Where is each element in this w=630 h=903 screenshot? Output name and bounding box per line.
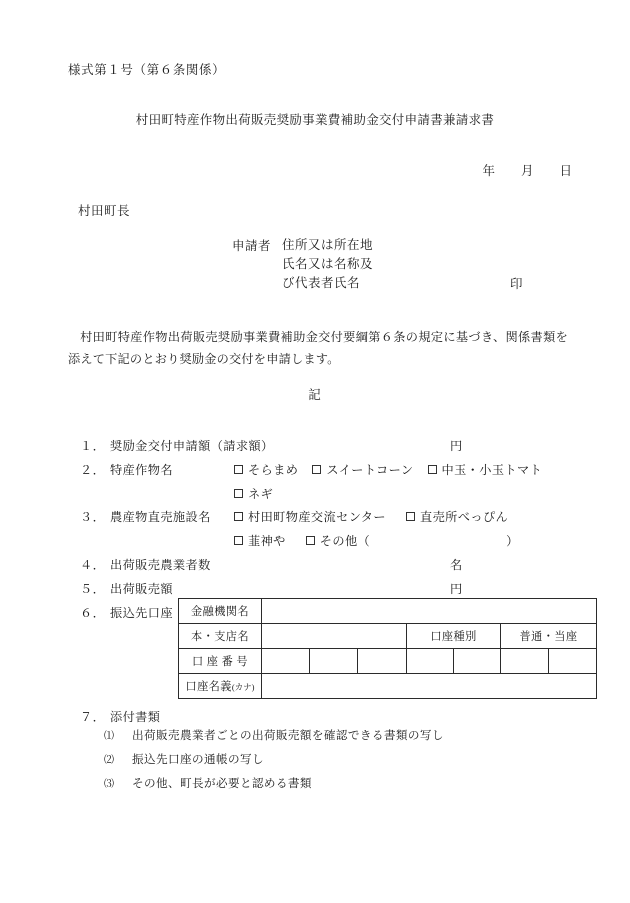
checkbox-option-bussan-center[interactable] [234, 508, 386, 525]
date-line [0, 161, 572, 179]
item-3-label: 農産物直売施設名 [110, 510, 211, 524]
item-3-options-row-2 [234, 532, 519, 549]
checkbox-label: 村田町物産交流センター [248, 510, 386, 524]
attachment-number: ⑴ [104, 731, 115, 742]
account-number-digit[interactable] [358, 649, 407, 674]
item-1-unit: 円 [450, 439, 463, 453]
other-close-paren: ） [506, 534, 519, 548]
account-number-digit[interactable] [262, 649, 310, 674]
checkbox-label: 中玉・小玉トマト [441, 463, 543, 477]
applicant-name-label-1: 氏名又は名称及 [282, 257, 374, 271]
applicant-fields [282, 236, 373, 293]
item-2-number: ２． [80, 463, 106, 477]
applicant-label: 申請者 [232, 239, 272, 253]
checkbox-label: その他（ [319, 534, 371, 548]
branch-name-label: 本・支店名 [179, 624, 262, 649]
date-day-label: 日 [559, 164, 572, 178]
item-2-options-row-2 [234, 485, 273, 502]
item-3-options-row-1 [234, 508, 508, 525]
item-1 [80, 437, 274, 454]
checkbox-icon[interactable] [306, 536, 315, 545]
account-type-label: 口座種別 [407, 624, 501, 649]
item-4-number: ４． [80, 558, 106, 572]
checkbox-option-soramame[interactable] [234, 461, 298, 478]
item-5-unit: 円 [450, 582, 463, 596]
seal-mark: 印 [510, 277, 523, 291]
document-title: 村田町特産作物出荷販売奨励事業費補助金交付申請書兼請求書 [135, 113, 495, 127]
checkbox-icon[interactable] [234, 489, 243, 498]
account-number-label: 口 座 番 号 [179, 649, 262, 674]
table-row [179, 624, 597, 649]
account-number-digit[interactable] [407, 649, 454, 674]
checkbox-label: 韮神や [248, 534, 286, 548]
attachment-text: 出荷販売農業者ごとの出荷販売額を確認できる書類の写し [132, 729, 444, 742]
item-6-number: ６． [80, 606, 106, 620]
branch-name-field[interactable] [262, 624, 407, 649]
date-month-label: 月 [520, 164, 534, 178]
table-row [179, 649, 597, 674]
checkbox-icon[interactable] [234, 536, 243, 545]
item-6 [80, 604, 173, 621]
attachment-text: 振込先口座の通帳の写し [132, 753, 264, 766]
checkbox-option-sweetcorn[interactable] [312, 461, 413, 478]
body-paragraph [68, 326, 568, 370]
attachment-item-1 [104, 727, 444, 743]
institution-name-field[interactable] [262, 599, 597, 624]
ki-marker: 記 [308, 388, 322, 402]
item-7 [80, 708, 160, 725]
institution-name-label: 金融機関名 [179, 599, 262, 624]
item-3 [80, 508, 211, 525]
account-holder-field[interactable] [262, 674, 597, 699]
account-holder-kana-note: (カナ) [231, 682, 255, 692]
account-type-value: 普通・当座 [501, 624, 597, 649]
account-number-digit[interactable] [454, 649, 501, 674]
checkbox-label: ネギ [248, 487, 274, 501]
item-2-label: 特産作物名 [110, 463, 173, 477]
item-2 [80, 461, 173, 478]
form-number: 様式第１号（第６条関係） [68, 63, 226, 77]
applicant-name-label-2: び代表者氏名 [282, 276, 361, 290]
item-7-number: ７． [80, 710, 106, 724]
item-4 [80, 556, 211, 573]
checkbox-icon[interactable] [234, 465, 243, 474]
applicant-address-label: 住所又は所在地 [282, 238, 374, 252]
checkbox-option-tomato[interactable] [428, 461, 543, 478]
attachment-text: その他、町長が必要と認める書類 [132, 777, 312, 790]
item-5-label: 出荷販売額 [110, 582, 173, 596]
checkbox-label: そらまめ [248, 463, 299, 477]
account-number-digit[interactable] [310, 649, 358, 674]
item-4-unit: 名 [450, 558, 463, 572]
account-holder-label [179, 674, 262, 699]
table-row [179, 674, 597, 699]
checkbox-option-negi[interactable] [234, 485, 273, 502]
checkbox-icon[interactable] [406, 512, 415, 521]
item-2-options-row-1 [234, 461, 542, 478]
item-1-number: １． [80, 439, 106, 453]
item-5 [80, 580, 173, 597]
checkbox-option-beppin[interactable] [406, 508, 508, 525]
item-1-label: 奨励金交付申請額（請求額） [110, 439, 274, 453]
attachment-item-2 [104, 751, 264, 767]
account-number-digit[interactable] [501, 649, 549, 674]
item-7-label: 添付書類 [110, 710, 161, 724]
attachment-number: ⑶ [104, 779, 115, 790]
account-holder-label-text: 口座名義 [185, 681, 232, 693]
checkbox-option-niragamiya[interactable] [234, 532, 286, 549]
body-paragraph-text: 村田町特産作物出荷販売奨励事業費補助金交付要綱第６条の規定に基づき、関係書類を添えて下記のとおり奨励金の交付を申請します。 [68, 330, 568, 366]
checkbox-icon[interactable] [312, 465, 321, 474]
attachment-item-3 [104, 775, 312, 791]
date-year-label: 年 [482, 164, 495, 178]
item-5-number: ５． [80, 582, 106, 596]
item-6-label: 振込先口座 [110, 606, 173, 620]
addressee: 村田町長 [78, 204, 131, 218]
account-number-digit[interactable] [549, 649, 597, 674]
table-row [179, 599, 597, 624]
attachment-number: ⑵ [104, 755, 115, 766]
item-4-label: 出荷販売農業者数 [110, 558, 211, 572]
checkbox-option-other[interactable] [306, 532, 370, 549]
checkbox-icon[interactable] [234, 512, 243, 521]
checkbox-label: 直売所べっぴん [419, 510, 509, 524]
bank-account-table [178, 598, 597, 699]
checkbox-label: スイートコーン [326, 463, 414, 477]
checkbox-icon[interactable] [428, 465, 437, 474]
item-3-number: ３． [80, 510, 106, 524]
